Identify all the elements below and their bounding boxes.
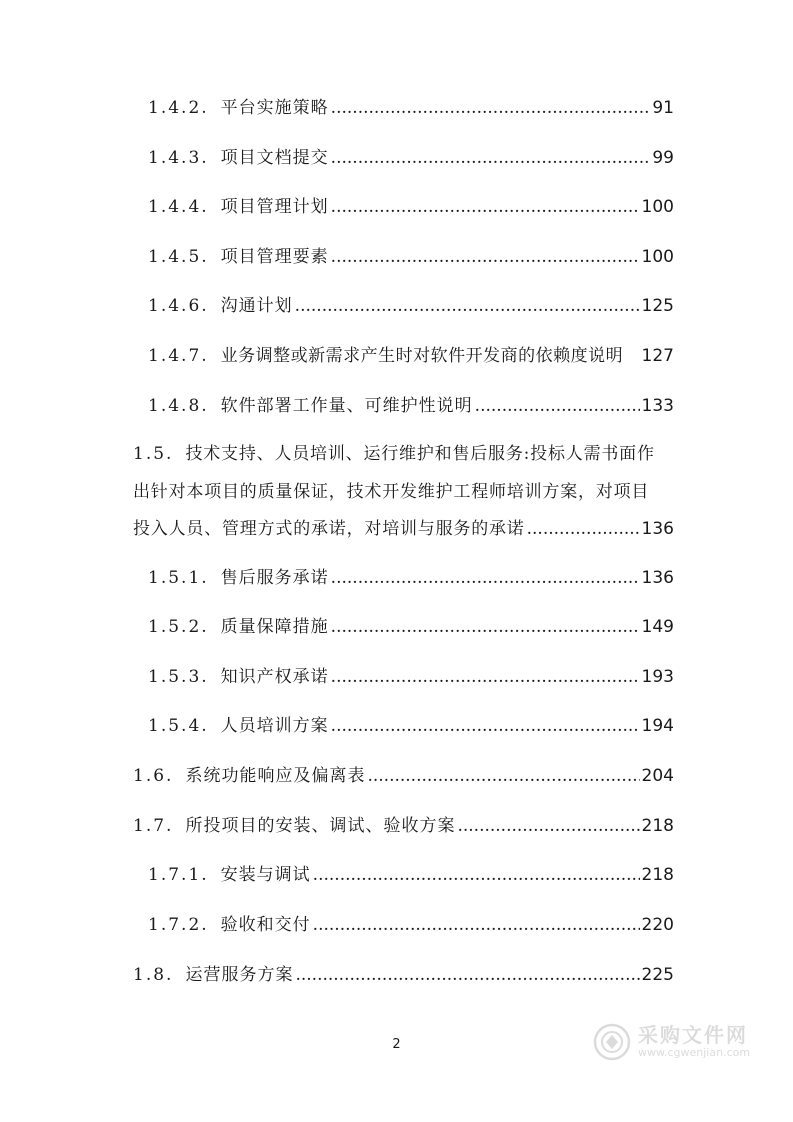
toc-entry-page: 136 xyxy=(641,568,674,588)
toc-entry-number: 1.5.4. xyxy=(148,716,209,736)
toc-entry[interactable] xyxy=(148,612,674,642)
toc-leader-dots xyxy=(331,563,640,593)
toc-entry-number: 1.4.3. xyxy=(148,148,209,168)
toc-leader-dots xyxy=(331,93,651,123)
toc-entry-number: 1.4.2. xyxy=(148,98,209,118)
toc-entry-title-line3: 投入人员、管理方式的承诺，对培训与服务的承诺 xyxy=(133,519,525,539)
toc-leader-dots xyxy=(331,192,640,222)
toc-entry-page: 193 xyxy=(641,667,674,687)
toc-leader-dots xyxy=(313,910,640,940)
toc-entry-page: 91 xyxy=(652,98,674,118)
toc-entry-title: 系统功能响应及偏离表 xyxy=(185,766,366,786)
toc-entry[interactable] xyxy=(148,192,674,222)
toc-entry-title: 业务调整或新需求产生时对软件开发商的依赖度说明 xyxy=(220,346,624,366)
toc-entry-line xyxy=(133,474,674,512)
toc-entry[interactable] xyxy=(148,563,674,593)
toc-entry-line xyxy=(133,436,674,474)
toc-entry-title: 项目管理要素 xyxy=(220,247,329,267)
toc-leader-dots xyxy=(527,511,640,541)
toc-entry-page: 133 xyxy=(641,396,674,416)
toc-entry-line xyxy=(133,511,674,549)
toc-entry-title: 安装与调试 xyxy=(220,865,311,885)
toc-entry-page: 218 xyxy=(641,865,674,885)
toc-entry-number: 1.4.4. xyxy=(148,197,209,217)
toc-entry-number: 1.5.2. xyxy=(148,617,209,637)
toc-leader-dots xyxy=(295,291,640,321)
toc-entry-number: 1.7. xyxy=(133,816,174,836)
toc-entry-number: 1.7.1. xyxy=(148,865,209,885)
toc-entry-number: 1.5. xyxy=(133,444,174,464)
toc-entry-number: 1.7.2. xyxy=(148,915,209,935)
toc-leader-dots xyxy=(331,242,640,272)
toc-entry-page: 149 xyxy=(641,617,674,637)
toc-entry-section-1-5[interactable] xyxy=(133,436,674,549)
toc-leader-dots xyxy=(457,811,639,841)
watermark-logo-icon xyxy=(592,1022,632,1062)
toc-entry[interactable] xyxy=(133,960,674,990)
toc-entry-title: 软件部署工作量、可维护性说明 xyxy=(220,396,473,416)
toc-entry-page: 225 xyxy=(641,965,674,985)
toc-entry-number: 1.4.6. xyxy=(148,296,209,316)
toc-entry-number: 1.8. xyxy=(133,965,174,985)
toc-entry[interactable] xyxy=(133,811,674,841)
toc-entry-page: 99 xyxy=(652,148,674,168)
toc-entry-title: 知识产权承诺 xyxy=(220,667,329,687)
toc-entry-number: 1.5.1. xyxy=(148,568,209,588)
toc-entry[interactable] xyxy=(148,391,674,421)
toc-entry-page: 136 xyxy=(641,519,674,539)
watermark-name: 采购文件网 xyxy=(638,1023,748,1047)
toc-entry-number: 1.5.3. xyxy=(148,667,209,687)
toc-entry[interactable] xyxy=(148,711,674,741)
toc-entry-title: 验收和交付 xyxy=(220,915,311,935)
toc-entry-number: 1.4.8. xyxy=(148,396,209,416)
toc-entry-page: 220 xyxy=(641,915,674,935)
toc-leader-dots xyxy=(295,960,639,990)
page-number: 2 xyxy=(392,1037,401,1052)
toc-entry-page: 100 xyxy=(641,247,674,267)
toc-entry-number: 1.4.5. xyxy=(148,247,209,267)
toc-entry-page: 125 xyxy=(641,296,674,316)
toc-entry-number: 1.4.7. xyxy=(148,346,209,366)
toc-entry-title: 沟通计划 xyxy=(220,296,293,316)
toc-entry-page: 100 xyxy=(641,197,674,217)
toc-entry-page: 127 xyxy=(641,346,674,366)
toc-leader-dots xyxy=(367,761,639,791)
toc-entry-title: 质量保障措施 xyxy=(220,617,329,637)
toc-entry-title: 项目管理计划 xyxy=(220,197,329,217)
toc-entry-title-line1: 技术支持、人员培训、运行维护和售后服务:投标人需书面作 xyxy=(185,444,655,464)
toc-entry-title: 售后服务承诺 xyxy=(220,568,329,588)
toc-entry[interactable] xyxy=(133,761,674,791)
toc-entry[interactable] xyxy=(148,910,674,940)
toc-entry-page: 204 xyxy=(641,766,674,786)
toc-entry[interactable] xyxy=(148,242,674,272)
toc-leader-dots xyxy=(475,391,640,421)
toc-entry-page: 218 xyxy=(641,816,674,836)
toc-entry-title: 人员培训方案 xyxy=(220,716,329,736)
toc-leader-dots xyxy=(331,711,640,741)
toc-entry-title: 所投项目的安装、调试、验收方案 xyxy=(185,816,456,836)
toc-entry-title: 运营服务方案 xyxy=(185,965,294,985)
watermark-url: www.cgwenjian.com xyxy=(638,1046,751,1059)
watermark xyxy=(592,1022,750,1062)
toc-leader-dots xyxy=(331,662,640,692)
toc-entry[interactable] xyxy=(148,860,674,890)
toc-entry[interactable] xyxy=(148,662,674,692)
toc-leader-dots xyxy=(313,860,640,890)
toc-leader-dots xyxy=(331,612,640,642)
toc-entry[interactable] xyxy=(148,143,674,173)
toc-entry[interactable] xyxy=(148,93,674,123)
toc-leader-dots xyxy=(331,143,651,173)
toc-entry-title: 项目文档提交 xyxy=(220,148,329,168)
toc-entry[interactable] xyxy=(148,341,674,371)
toc-entry-title: 平台实施策略 xyxy=(220,98,329,118)
toc-entry-page: 194 xyxy=(641,716,674,736)
toc-entry-number: 1.6. xyxy=(133,766,174,786)
toc-entry-title-line2: 出针对本项目的质量保证，技术开发维护工程师培训方案，对项目 xyxy=(133,481,650,502)
toc-entry[interactable] xyxy=(148,291,674,321)
